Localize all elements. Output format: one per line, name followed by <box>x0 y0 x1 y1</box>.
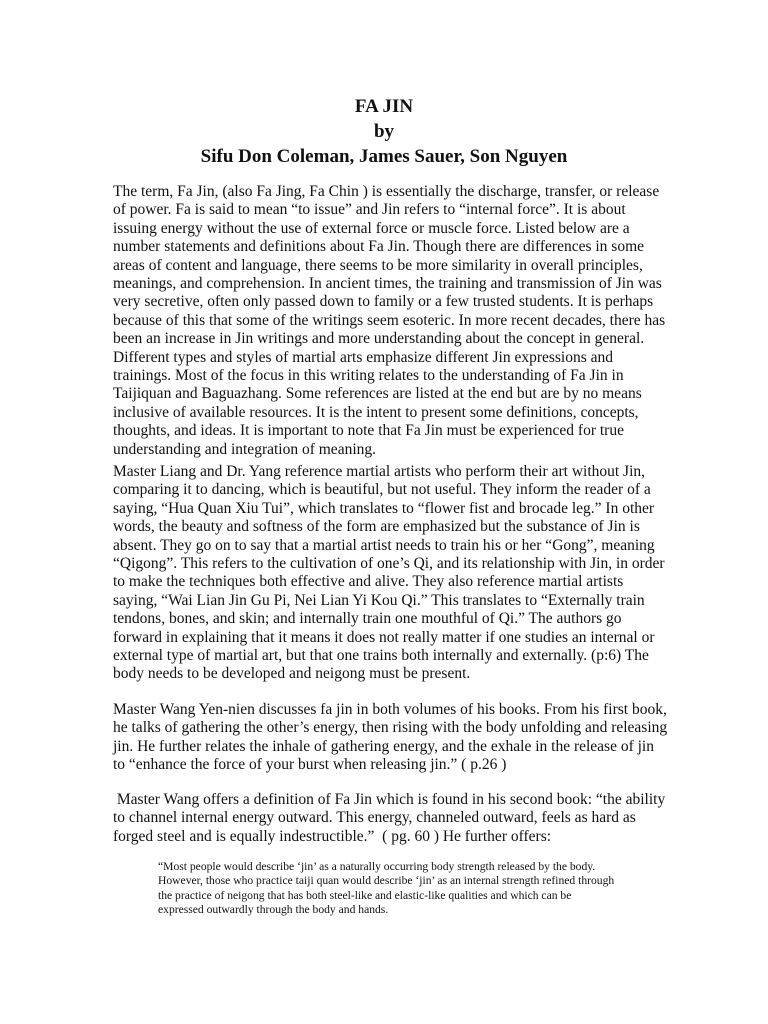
quote-line: expressed outwardly through the body and hands. <box>158 903 389 917</box>
byline-word: by <box>373 121 395 142</box>
paragraph-line: of power. Fa is said to mean “to issue” and Jin refers to “internal force”. It is about <box>113 201 626 219</box>
paragraph-line: saying, “Hua Quan Xiu Tui”, which translates to “flower fist and brocade leg.” In other <box>113 499 655 517</box>
quote-line: “Most people would describe ‘jin’ as a naturally occurring body strength released by the body. <box>158 860 596 873</box>
paragraph-line: Taijiquan and Baguazhang. Some references are listed at the end but are by no means <box>113 385 642 403</box>
paragraph-intro <box>113 183 666 459</box>
paragraph-line: Master Wang Yen-nien discusses fa jin in both volumes of his books. From his first book, <box>113 701 667 718</box>
paragraph-line: “Qigong”. This refers to the cultivation of one’s Qi, and its relationship with Jin, in order <box>113 555 665 573</box>
paragraph-line: thoughts, and ideas. It is important to note that Fa Jin must be experienced for true <box>113 422 624 440</box>
quote-line: the practice of neigong that has both steel-like and elastic-like qualities and which can be <box>158 888 572 902</box>
paragraph-line: forward in explaining that it means it does not really matter if one studies an internal or <box>113 628 655 646</box>
paragraph-line: external type of martial art, but that one trains both internally and externally. (p:6) The <box>113 647 649 665</box>
document-title: FA JIN <box>354 96 414 117</box>
block-quote <box>158 860 658 918</box>
paragraph-line: areas of content and language, there seems to be more similarity in overall principles, <box>113 256 643 274</box>
paragraph-line: very secretive, often only passed down to family or a few trusted students. It is perhaps <box>113 293 654 311</box>
paragraph-line: he talks of gathering the other’s energy, then rising with the body unfolding and releasing <box>113 719 668 737</box>
paragraph-line: understanding and integration of meaning. <box>113 440 377 458</box>
paragraph-line: issuing energy without the use of external force or muscle force. Listed below are a <box>113 219 630 237</box>
author-list: Sifu Don Coleman, James Sauer, Son Nguyen <box>200 146 568 167</box>
paragraph-liang-yang <box>113 463 665 684</box>
title-block <box>0 94 768 169</box>
paragraph-wang-first-book <box>113 701 668 775</box>
paragraph-line: absent. They go on to say that a martial artist needs to train his or her “Gong”, meaning <box>113 536 655 554</box>
paragraph-line: body needs to be developed and neigong must be present. <box>113 665 471 683</box>
paragraph-line: number statements and definitions about Fa Jin. Though there are differences in some <box>113 238 645 256</box>
paragraph-line: words, the beauty and softness of the form are emphasized but the substance of Jin is <box>113 518 640 536</box>
paragraph-line: jin. He further relates the inhale of gathering energy, and the exhale in the release of jin <box>113 737 654 755</box>
quote-line: However, those who practice taiji quan would describe ‘jin’ as an internal strength refined through <box>158 874 615 888</box>
paragraph-line: been an increase in Jin writings and more understanding about the concept in general. <box>113 330 645 348</box>
paragraph-line: inclusive of available resources. It is the intent to present some definitions, concepts, <box>113 403 639 421</box>
paragraph-line: tendons, bones, and skin; and internally train one mouthful of Qi.” The authors go <box>113 610 622 628</box>
paragraph-line: saying, “Wai Lian Jin Gu Pi, Nei Lian Yi Kou Qi.” This translates to “Externally train <box>113 591 645 609</box>
paragraph-line: to “enhance the force of your burst when releasing jin.” ( p.26 ) <box>113 756 507 774</box>
paragraph-line: comparing it to dancing, which is beautiful, but not useful. They inform the reader of a <box>113 481 651 499</box>
paragraph-line: Master Wang offers a definition of Fa Jin which is found in his second book: “the ability <box>113 791 666 808</box>
paragraph-line: because of this that some of the writings seem esoteric. In more recent decades, there has <box>113 311 666 329</box>
paragraph-line: to make the techniques both effective and alive. They also reference martial artists <box>113 573 624 591</box>
paragraph-line: to channel internal energy outward. This energy, channeled outward, feels as hard as <box>113 809 636 827</box>
paragraph-line: trainings. Most of the focus in this writing relates to the understanding of Fa Jin in <box>113 367 624 385</box>
paragraph-line: Different types and styles of martial arts emphasize different Jin expressions and <box>113 348 614 366</box>
paragraph-line: Master Liang and Dr. Yang reference martial artists who perform their art without Jin, <box>113 463 646 480</box>
paragraph-line: The term, Fa Jin, (also Fa Jing, Fa Chin ) is essentially the discharge, transfer, or release <box>113 183 660 200</box>
paragraph-wang-definition <box>113 791 666 846</box>
paragraph-line: forged steel and is equally indestructible.” ( pg. 60 ) He further offers: <box>113 827 552 845</box>
paragraph-line: meanings, and comprehension. In ancient times, the training and transmission of Jin was <box>113 275 662 293</box>
